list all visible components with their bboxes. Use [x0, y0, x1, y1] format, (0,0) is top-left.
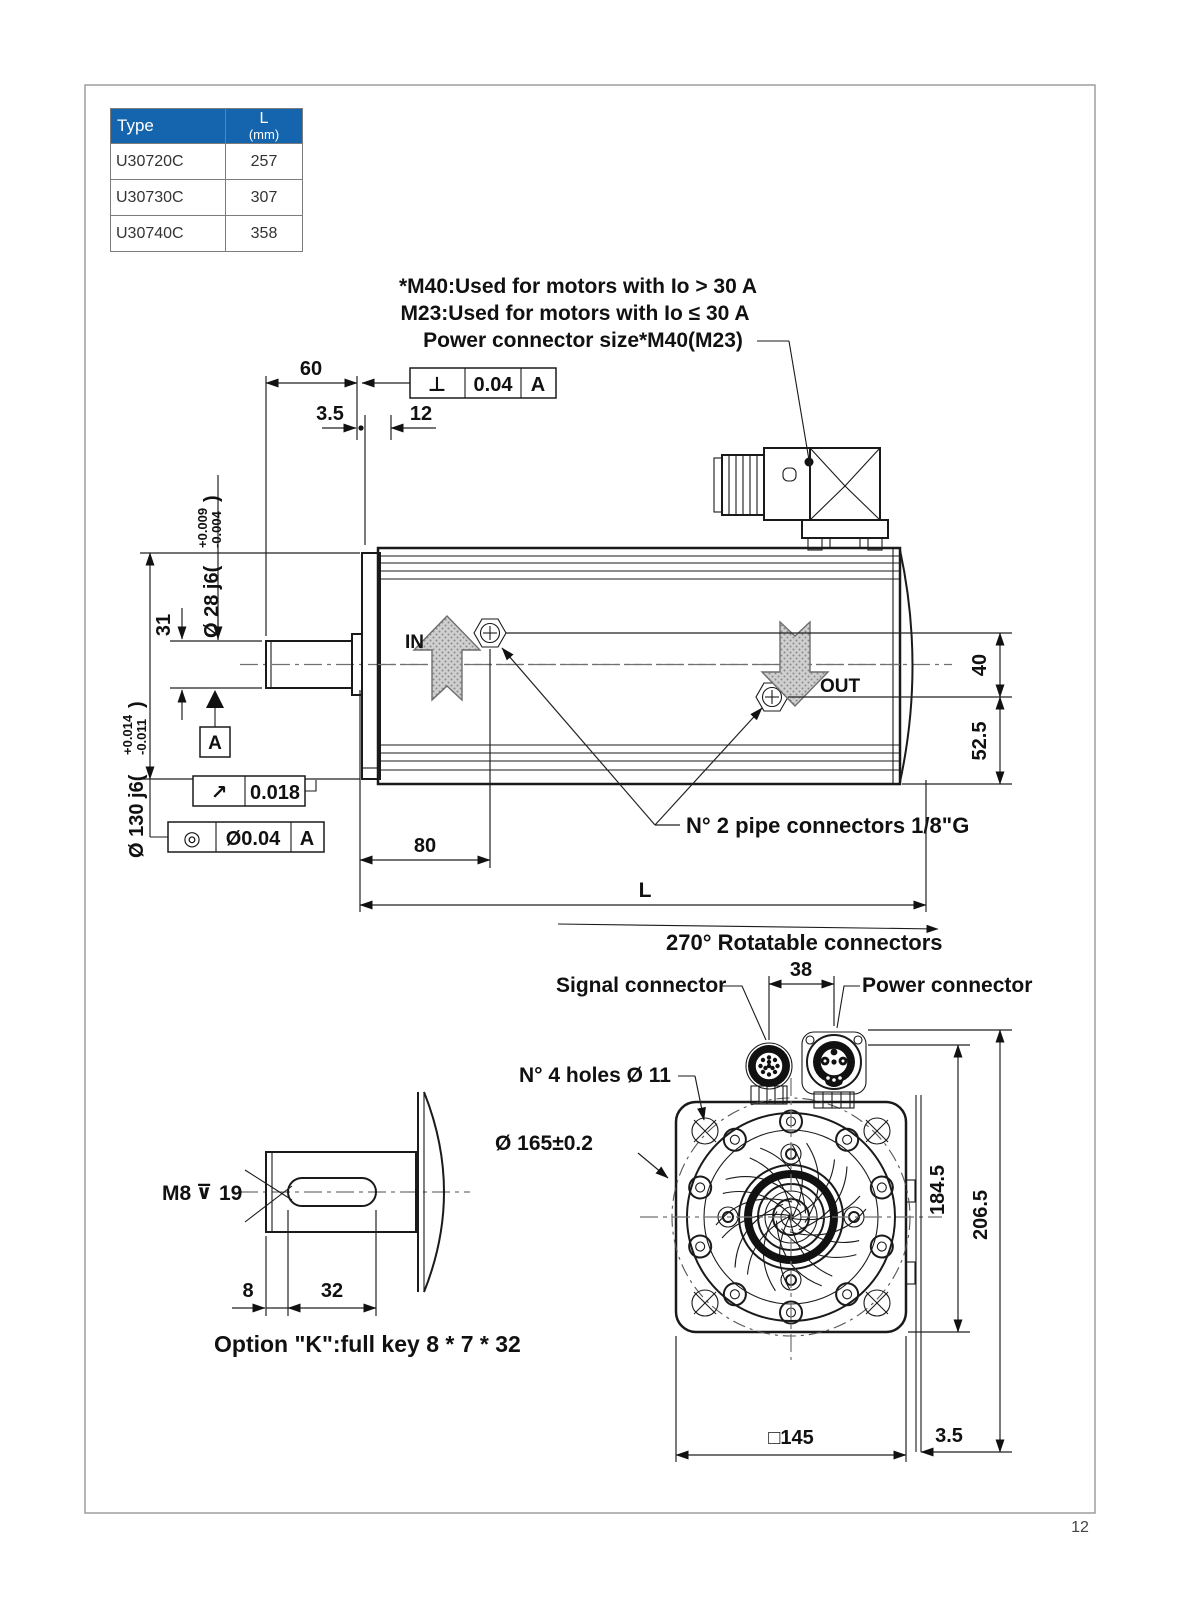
thread-label: M8: [162, 1182, 192, 1205]
depth-symbol-icon: ⊽: [196, 1180, 213, 1204]
concentricity-datum: A: [299, 828, 315, 850]
dim-length: L: [638, 879, 652, 902]
dim-184-group: [868, 1045, 970, 1332]
dim-31: 31: [153, 613, 175, 637]
perpendicularity-datum: A: [530, 374, 546, 396]
concentricity-icon: ◎: [183, 826, 201, 850]
holes-note-group: [519, 1064, 704, 1120]
pipe-note: N° 2 pipe connectors 1/8"G: [686, 813, 970, 838]
runout-value: 0.018: [249, 782, 301, 804]
fan-shroud: [640, 1078, 942, 1360]
pilot-dia-tol-plus: +0.014: [120, 714, 135, 755]
table-row: [111, 216, 303, 252]
dim-8: 8: [242, 1280, 254, 1302]
note-m40: *M40:Used for motors with Io > 30 A: [398, 275, 758, 298]
concentricity-value: Ø0.04: [225, 828, 281, 850]
shaft-dia-tol-minus: -0.004: [209, 511, 224, 548]
front-view: [495, 930, 1032, 1462]
perpendicularity-icon: ⊥: [427, 372, 447, 396]
length-cell: 307: [226, 180, 303, 216]
thread-depth: 19: [219, 1182, 243, 1205]
power-connector-label: Power connector: [862, 974, 1033, 997]
dim-80: 80: [413, 835, 437, 857]
signal-connector-front: [746, 1043, 792, 1104]
pilot-dia-close: ): [126, 701, 148, 708]
dim-60: 60: [299, 358, 323, 380]
dim-145-group: [676, 1336, 906, 1462]
dim-60-group: [266, 358, 436, 636]
holes-note: N° 4 holes Ø 11: [519, 1064, 671, 1087]
dim-40: 40: [969, 653, 991, 677]
type-length-table: [110, 108, 303, 252]
dim-3-5-front: 3.5: [935, 1425, 963, 1447]
type-cell: U30720C: [111, 144, 226, 180]
perpendicularity-value: 0.04: [473, 374, 513, 396]
dim-38-group: [769, 959, 834, 1040]
type-cell: U30740C: [111, 216, 226, 252]
pipe-fitting-in: [474, 619, 506, 647]
flow-in-arrow: [405, 616, 480, 700]
dim-184-5: 184.5: [927, 1164, 949, 1216]
note-power-size: Power connector size*M40(M23): [423, 329, 743, 352]
signal-connector-label: Signal connector: [556, 974, 727, 997]
runout-icon: ↗: [210, 780, 228, 804]
note-m23: M23:Used for motors with Io ≤ 30 A: [400, 302, 750, 325]
rotation-arc-arrow: [558, 924, 938, 929]
dim-206-5: 206.5: [970, 1189, 992, 1241]
dim-12: 12: [409, 403, 433, 425]
col-header-length-letter: L: [259, 110, 269, 127]
dim-38: 38: [789, 959, 813, 981]
datum-a-label: A: [208, 733, 222, 754]
dim-31-group: [153, 608, 182, 720]
dia-165-label: Ø 165±0.2: [495, 1132, 593, 1155]
power-connector-front: [802, 1032, 866, 1108]
shaft-dia-main: Ø 28 j6(: [201, 565, 223, 638]
option-note: Option "K":full key 8 * 7 * 32: [214, 1331, 521, 1357]
side-view: [120, 358, 1012, 912]
table-row: [111, 144, 303, 180]
pilot-dia-main: Ø 130 j6(: [126, 774, 148, 858]
dia-165-group: [495, 1132, 668, 1178]
shaft-dia-tol-plus: +0.009: [195, 507, 210, 548]
power-connector-side: [714, 448, 888, 550]
type-cell: U30730C: [111, 180, 226, 216]
perpendicularity-frame: [362, 368, 556, 398]
key-detail-view: [162, 1092, 521, 1357]
dim-32: 32: [320, 1280, 344, 1302]
flow-out-label: OUT: [820, 676, 861, 697]
dim-145: □145: [768, 1427, 814, 1449]
table-header-row: [111, 109, 303, 144]
pilot-dia-dim: [120, 553, 360, 858]
page-number: 12: [1071, 1519, 1089, 1536]
col-header-length: [226, 109, 303, 144]
runout-frame: [193, 776, 316, 806]
shaft-dia-close: ): [201, 495, 223, 502]
length-cell: 257: [226, 144, 303, 180]
dim-206-group: [868, 1030, 1012, 1452]
rotatable-note: 270° Rotatable connectors: [666, 930, 943, 955]
pilot-dia-tol-minus: -0.011: [134, 718, 149, 755]
col-header-type: Type: [111, 109, 226, 144]
key-dims: [232, 1210, 376, 1316]
length-cell: 358: [226, 216, 303, 252]
shaft-dia-dim: [170, 475, 262, 688]
dim-3-5-front-group: [916, 1095, 963, 1452]
flow-in-label: IN: [405, 632, 424, 653]
col-header-length-unit: (mm): [248, 126, 280, 142]
dim-52-5: 52.5: [969, 721, 991, 761]
datum-a: [200, 690, 230, 757]
table-row: [111, 180, 303, 216]
dim-3-5: 3.5: [316, 403, 344, 425]
